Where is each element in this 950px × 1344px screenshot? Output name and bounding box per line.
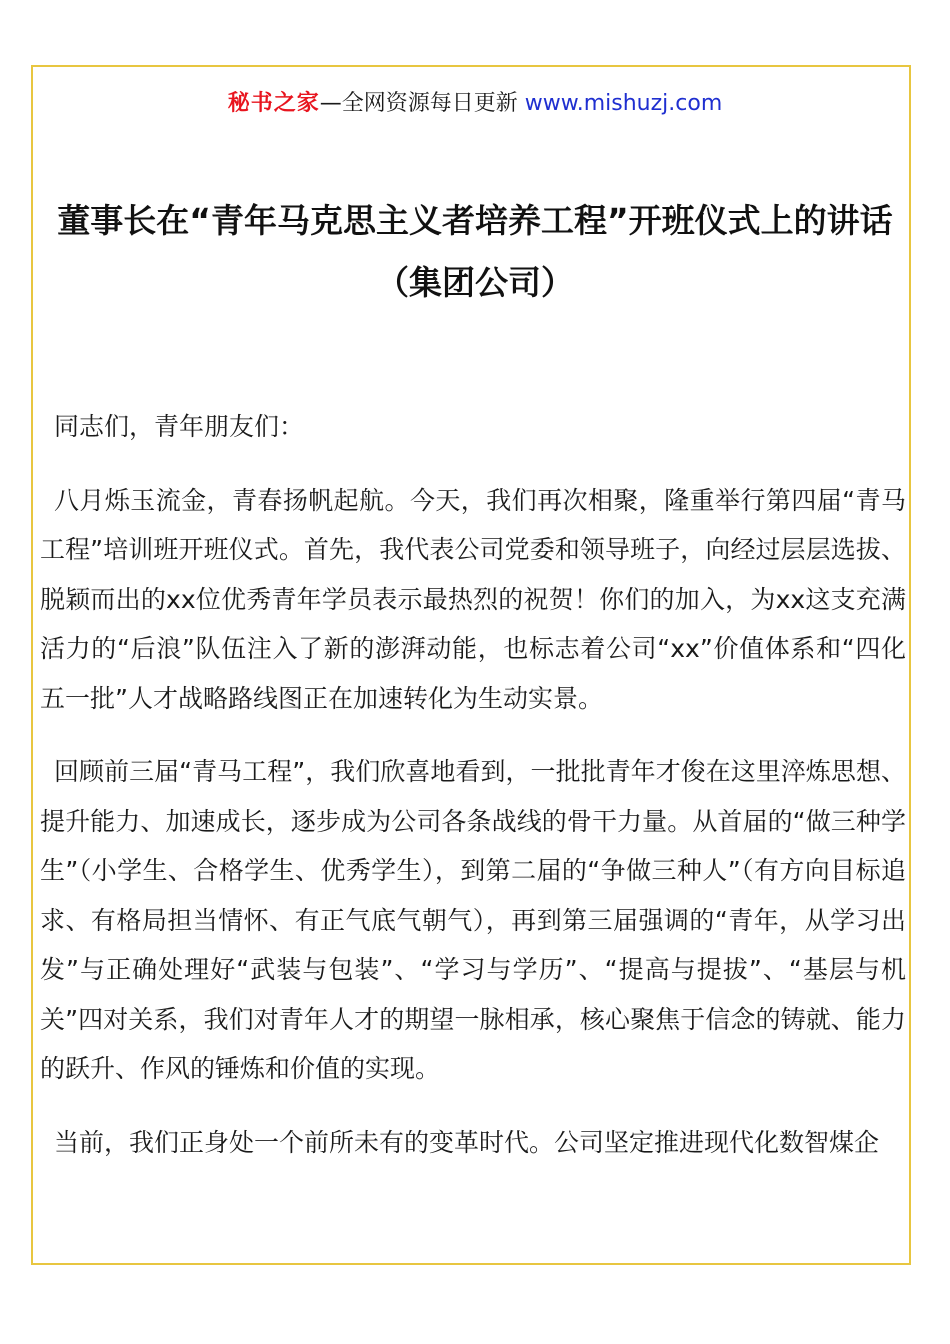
brand-name: 秘书之家 xyxy=(227,91,320,116)
body-paragraph: 八月烁玉流金，青春扬帆起航。今天，我们再次相聚，隆重举行第四届“青马工程”培训班开班仪式。首先，我代表公司党委和领导班子，向经过层层选拔、脱颖而出的xx位优秀青年学员表示最热烈的祝贺！你们的加入，为xx这支充满活力的“后浪”队伍注入了新的澎湃动能，也标志着公司“xx”价值体系和“四化五一批”人才战略路线图正在加速转化为生动实景。 xyxy=(40,485,906,713)
body-paragraph: 当前，我们正身处一个前所未有的变革时代。公司坚定推进现代化数智煤企 xyxy=(54,1127,880,1157)
site-url-link[interactable]: www.mishuzj.com xyxy=(524,91,723,116)
body-paragraph: 回顾前三届“青马工程”，我们欣喜地看到，一批批青年才俊在这里淬炼思想、提升能力、加速成长，逐步成为公司各条战线的骨干力量。从首届的“做三种学生”（小学生、合格学生、优秀学生），到第二届的“争做三种人”（有方向目标追求、有格局担当情怀、有正气底气朝气），再到第三届强调的“青年，从学习出发”与正确处理好“武装与包装”、“学习与学历”、“提高与提拔”、“基层与机关”四对关系，我们对青年人才的期望一脉相承，核心聚焦于信念的铸就、能力的跃升、作风的锤炼和价值的实现。 xyxy=(40,757,906,1083)
site-header xyxy=(0,88,950,120)
document-title: 董事长在“青年马克思主义者培养工程”开班仪式上的讲话（集团公司） xyxy=(57,201,893,302)
header-tagline: —全网资源每日更新 xyxy=(319,91,525,116)
document-body xyxy=(40,402,906,1191)
salutation: 同志们，青年朋友们： xyxy=(54,412,305,441)
